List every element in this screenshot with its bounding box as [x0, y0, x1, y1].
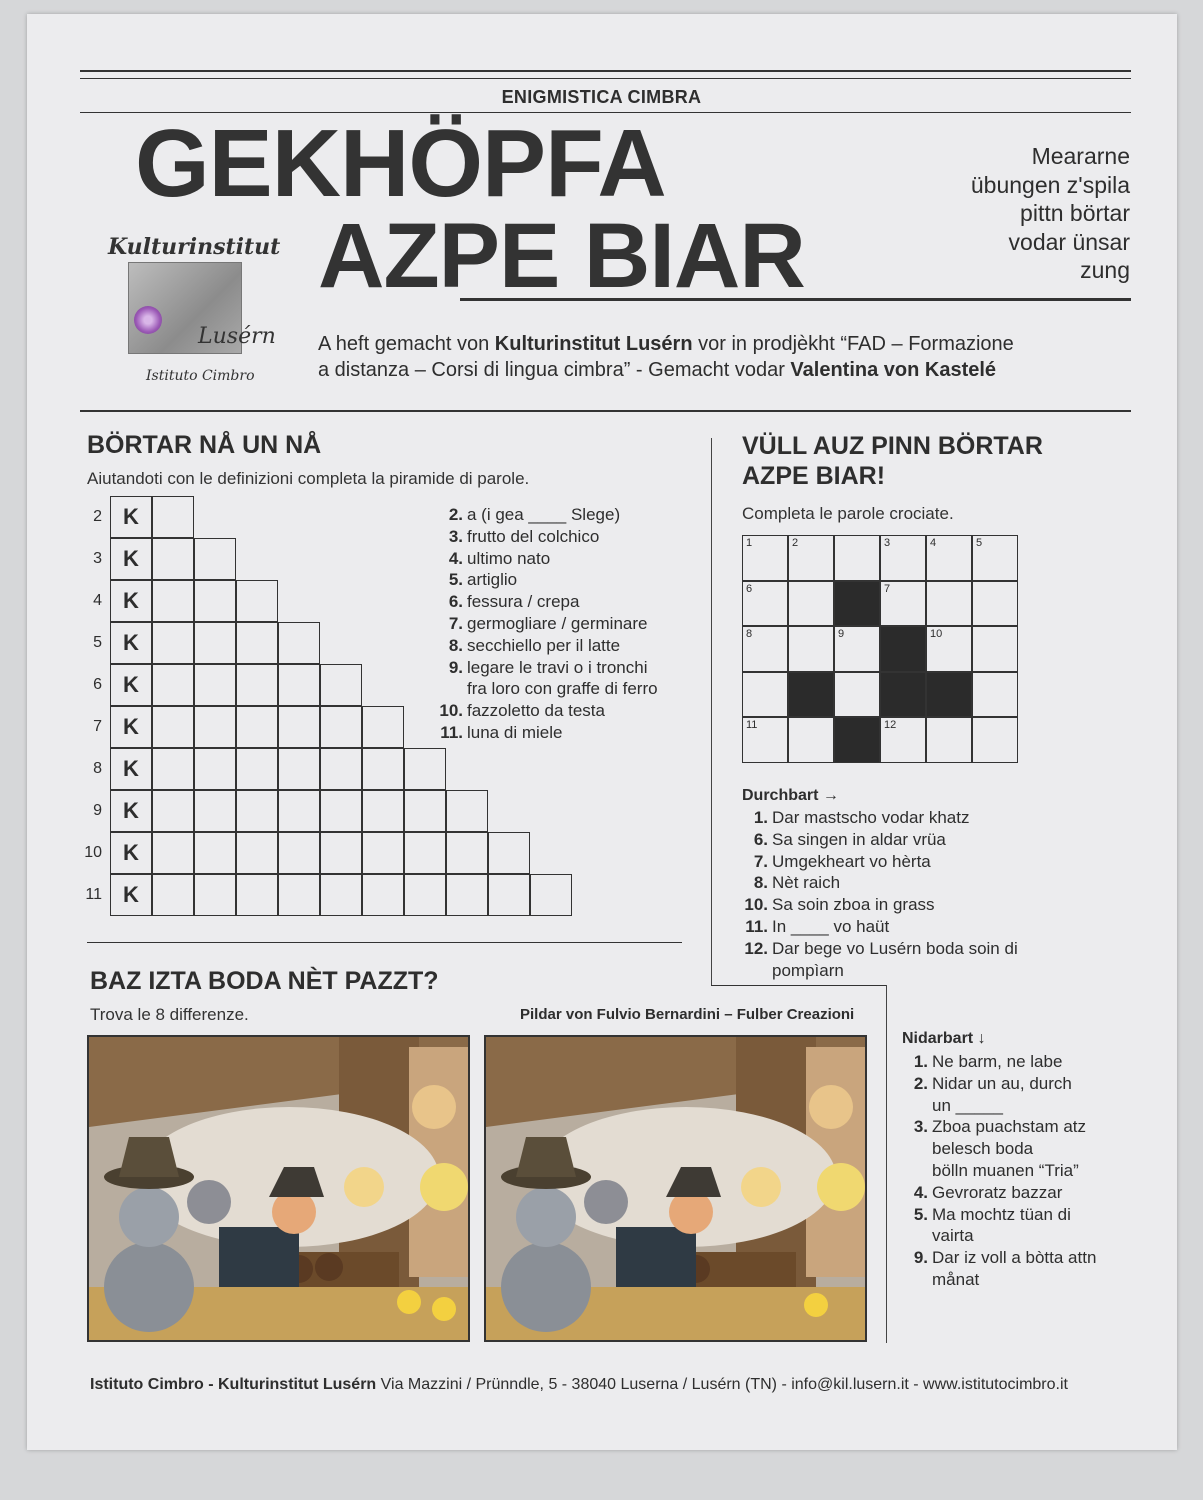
intro-part: A heft gemacht von	[318, 333, 495, 355]
crossword-cell[interactable]	[972, 581, 1018, 627]
differences-instructions: Trova le 8 differenze.	[90, 1005, 249, 1024]
pyramid-cell[interactable]	[362, 748, 404, 790]
pyramid-cell[interactable]	[446, 790, 488, 832]
pyramid-cell[interactable]	[236, 622, 278, 664]
clue-item	[902, 1138, 1096, 1160]
crossword-title	[742, 431, 1043, 491]
clue-item	[437, 722, 658, 744]
clue-item	[902, 1116, 1096, 1138]
clue-item	[902, 1051, 1096, 1073]
cartoon-right-illustration	[486, 1037, 867, 1342]
pyramid-cell[interactable]	[194, 706, 236, 748]
pyramid-start-cell: K	[110, 790, 152, 832]
across-clues	[742, 807, 1018, 981]
pyramid-cell[interactable]	[152, 874, 194, 916]
clue-text: belesch boda	[932, 1139, 1034, 1159]
tagline-line: zung	[1080, 257, 1130, 283]
pyramid-start-cell: K	[110, 832, 152, 874]
pyramid-cell[interactable]	[278, 832, 320, 874]
pyramid-row-number: 9	[93, 802, 102, 819]
pyramid-cell[interactable]	[320, 832, 362, 874]
crossword-cell[interactable]	[742, 672, 788, 718]
footer-contact: Via Mazzini / Prünndle, 5 - 38040 Luserna / Lusérn (TN) - info@kil.lusern.it - www.istitutocimbro.it	[376, 1376, 1068, 1393]
clue-text: Nèt raich	[772, 873, 841, 893]
clue-number: 1.	[753, 808, 768, 827]
crossword-cell-number: 9	[838, 628, 845, 641]
crossword-cell-number: 10	[930, 628, 943, 641]
pyramid-cell[interactable]	[404, 790, 446, 832]
down-title: Nidarbart ↓	[902, 1030, 986, 1047]
clue-item	[902, 1182, 1096, 1204]
pyramid-cell[interactable]	[152, 664, 194, 706]
clue-text: månat	[932, 1269, 980, 1289]
clue-item	[742, 872, 1018, 894]
crossword-cell[interactable]	[788, 581, 834, 627]
title-line-2: AZPE BIAR	[318, 205, 805, 307]
differences-title: BAZ IZTA BODA NÈT PAZZT?	[90, 967, 439, 995]
clue-item	[742, 851, 1018, 873]
crossword-cell[interactable]	[788, 717, 834, 763]
down-clues	[902, 1051, 1096, 1291]
clue-text: fazzoletto da testa	[467, 701, 605, 721]
clue-number: 7.	[753, 851, 768, 871]
crossword-cell[interactable]	[926, 626, 972, 672]
clue-item	[437, 504, 658, 526]
clue-item	[742, 938, 1018, 960]
tagline-line: übungen z'spila	[970, 171, 1130, 198]
clue-number: 12.	[744, 938, 768, 958]
pyramid-cell[interactable]	[278, 748, 320, 790]
clue-item	[437, 613, 658, 635]
pyramid-row-number: 2	[93, 508, 102, 525]
pyramid-cell[interactable]	[152, 748, 194, 790]
pyramid-cell[interactable]	[236, 748, 278, 790]
pyramid-cell[interactable]	[362, 874, 404, 916]
pyramid-cell[interactable]	[320, 748, 362, 790]
pyramid-cell[interactable]	[488, 832, 530, 874]
section-label: ENIGMISTICA CIMBRA	[501, 87, 702, 107]
pyramid-cell[interactable]	[194, 664, 236, 706]
top-rule	[80, 70, 1131, 72]
clue-text: Dar mastscho vodar khatz	[772, 808, 970, 827]
pyramid-start-cell: K	[110, 580, 152, 622]
footer-institute: Istituto Cimbro - Kulturinstitut Lusérn	[90, 1376, 377, 1393]
clue-item	[437, 678, 658, 700]
pyramid-title: BÖRTAR NÅ UN NÅ	[87, 431, 322, 459]
clue-item	[437, 548, 658, 570]
pyramid-cell[interactable]	[236, 580, 278, 622]
pyramid-cell[interactable]	[152, 790, 194, 832]
crossword-title-line: AZPE BIAR!	[742, 462, 886, 490]
clue-text: germogliare / germinare	[467, 613, 648, 633]
section-divider	[87, 942, 682, 943]
pyramid-cell[interactable]	[320, 664, 362, 706]
clue-number: 7.	[448, 613, 463, 633]
clue-text: legare le travi o i tronchi	[467, 657, 648, 677]
pyramid-cell[interactable]	[278, 706, 320, 748]
pyramid-cell[interactable]	[362, 832, 404, 874]
crossword-cell-number: 5	[976, 537, 983, 549]
intro-institute: Kulturinstitut Lusérn	[494, 333, 693, 355]
clue-text: frutto del colchico	[467, 526, 600, 546]
crossword-cell[interactable]	[880, 581, 926, 627]
clue-item	[742, 829, 1018, 851]
clue-text: Dar iz voll a bòtta attn	[932, 1248, 1097, 1268]
pyramid-row-number: 8	[93, 760, 102, 777]
pyramid-instructions: Aiutandoti con le definizioni completa la piramide di parole.	[87, 469, 530, 488]
crossword-cell[interactable]	[742, 581, 788, 627]
clue-item	[902, 1095, 1096, 1117]
pyramid-cell[interactable]	[236, 790, 278, 832]
clue-number: 11.	[745, 916, 768, 936]
clue-number: 3.	[448, 526, 463, 546]
pyramid-row-number: 7	[93, 718, 102, 735]
clue-item	[437, 591, 658, 613]
crossword-cell-number: 7	[884, 582, 891, 595]
pyramid-cell[interactable]	[236, 832, 278, 874]
pyramid-start-cell: K	[110, 538, 152, 580]
column-divider-lower	[886, 985, 887, 1343]
clue-text: a (i gea ____ Slege)	[467, 505, 621, 524]
pyramid-cell[interactable]	[236, 706, 278, 748]
pyramid-row-number: 6	[93, 676, 102, 693]
clue-text: secchiello per il latte	[467, 635, 621, 655]
clue-item	[437, 657, 658, 679]
pyramid-cell[interactable]	[404, 748, 446, 790]
logo-text: Lusérn	[198, 324, 276, 349]
crossword-cell[interactable]	[880, 717, 926, 763]
pyramid-cell[interactable]	[320, 790, 362, 832]
intro-text	[318, 331, 1138, 383]
pyramid-start-cell: K	[110, 748, 152, 790]
clue-number: 6.	[448, 592, 463, 612]
clue-text: In ____ vo haüt	[772, 916, 890, 936]
pyramid-cell[interactable]	[194, 790, 236, 832]
crossword-cell-number: 11	[746, 719, 758, 732]
crossword-black-cell	[788, 672, 834, 718]
intro-author: Valentina von Kastelé	[790, 359, 997, 381]
pyramid-cell[interactable]	[194, 748, 236, 790]
clue-item	[902, 1073, 1096, 1095]
pyramid-cell[interactable]	[446, 832, 488, 874]
crossword-cell-number: 12	[884, 719, 897, 732]
clue-number: 1.	[913, 1052, 928, 1071]
clue-number: 10.	[439, 701, 463, 721]
clue-item	[437, 569, 658, 591]
crossword-cell[interactable]	[972, 626, 1018, 672]
pyramid-cell[interactable]	[488, 874, 530, 916]
clue-text: Ma mochtz tüan di	[932, 1204, 1071, 1224]
clue-number: 2.	[448, 505, 463, 524]
clue-number: 9.	[448, 657, 463, 677]
clue-text: Ne barm, ne labe	[932, 1052, 1063, 1071]
clue-text: Umgekheart vo hèrta	[772, 851, 931, 871]
pyramid-row-number: 4	[93, 592, 102, 609]
crossword-black-cell	[926, 672, 972, 718]
pyramid-clues	[437, 504, 658, 744]
pyramid-start-cell: K	[110, 664, 152, 706]
clue-text: Sa soin zboa in grass	[772, 895, 935, 915]
pyramid-row-number: 5	[93, 634, 102, 651]
crossword-cell[interactable]	[834, 535, 880, 581]
tagline-line: Meararne	[1031, 143, 1130, 169]
flower-icon	[134, 306, 162, 334]
pyramid-cell[interactable]	[278, 874, 320, 916]
pyramid-cell[interactable]	[362, 790, 404, 832]
crossword-cell[interactable]	[926, 535, 972, 581]
pyramid-cell[interactable]	[194, 622, 236, 664]
title-line-1: GEKHÖPFA	[135, 110, 666, 217]
pyramid-cell[interactable]	[152, 622, 194, 664]
crossword-cell[interactable]	[742, 626, 788, 672]
pyramid-cell[interactable]	[236, 874, 278, 916]
pyramid-cell[interactable]	[320, 874, 362, 916]
clue-text: Dar bege vo Lusérn boda soin di	[772, 938, 1018, 958]
pyramid-cell[interactable]	[152, 538, 194, 580]
crossword-cell[interactable]	[788, 626, 834, 672]
tagline-line: vodar ünsar	[1008, 228, 1130, 255]
pyramid-cell[interactable]	[362, 706, 404, 748]
crossword-cell-number: 1	[746, 537, 753, 549]
tagline-line: pittn börtar	[1020, 200, 1130, 226]
logo-text: Kulturinstitut	[108, 234, 281, 260]
pyramid-start-cell: K	[110, 496, 152, 538]
kulturinstitut-logo	[108, 234, 281, 394]
crossword-cell[interactable]	[880, 535, 926, 581]
clue-item	[742, 894, 1018, 916]
crossword-cell-number: 3	[884, 537, 891, 549]
pyramid-cell[interactable]	[152, 832, 194, 874]
clue-number: 5.	[448, 570, 463, 590]
logo-text: Istituto Cimbro	[146, 368, 255, 384]
tagline	[870, 142, 1130, 285]
clue-text: Zboa puachstam atz	[932, 1117, 1087, 1137]
pyramid-cell[interactable]	[278, 790, 320, 832]
clue-text: fessura / crepa	[467, 592, 580, 612]
crossword-cell[interactable]	[926, 581, 972, 627]
crossword-black-cell	[880, 672, 926, 718]
illustration-credit: Pildar von Fulvio Bernardini – Fulber Creazioni	[520, 1006, 855, 1023]
clue-item	[742, 916, 1018, 938]
clue-number: 5.	[913, 1204, 928, 1224]
pyramid-cell[interactable]	[194, 874, 236, 916]
crossword-cell[interactable]	[926, 717, 972, 763]
clue-item	[902, 1204, 1096, 1226]
clue-number: 8.	[753, 873, 768, 893]
pyramid-row-number: 3	[93, 550, 102, 567]
clue-number: 6.	[753, 829, 768, 849]
clue-item	[902, 1269, 1096, 1291]
clue-item	[437, 700, 658, 722]
clue-number: 4.	[913, 1182, 928, 1202]
clue-item	[437, 635, 658, 657]
intro-part: a distanza – Corsi di lingua cimbra” - Gemacht vodar	[318, 359, 791, 381]
clue-item	[742, 807, 1018, 829]
pyramid-cell[interactable]	[320, 706, 362, 748]
column-divider	[711, 438, 712, 986]
clue-number: 10.	[744, 895, 768, 915]
clue-text: pompìarn	[772, 960, 844, 980]
crossword-cell-number: 2	[792, 537, 799, 549]
pyramid-row-number: 11	[85, 886, 102, 903]
clue-number: 9.	[913, 1248, 928, 1268]
crossword-cell[interactable]	[972, 717, 1018, 763]
crossword-cell[interactable]	[788, 535, 834, 581]
clue-text: luna di miele	[467, 722, 563, 742]
footer-address	[90, 1376, 1068, 1394]
clue-number: 11.	[440, 722, 463, 742]
clue-text: ultimo nato	[467, 548, 551, 568]
crossword-cell[interactable]	[972, 672, 1018, 718]
cartoon-right	[484, 1035, 867, 1342]
crossword-cell-number: 6	[746, 582, 753, 595]
crossword-title-line: VÜLL AUZ PINN BÖRTAR	[742, 432, 1043, 460]
pyramid-cell[interactable]	[152, 580, 194, 622]
clue-item	[742, 960, 1018, 982]
pyramid-row-number: 10	[84, 844, 102, 861]
crossword-cell-number: 4	[930, 537, 937, 549]
pyramid-cell[interactable]	[194, 832, 236, 874]
clue-text: bölln muanen “Tria”	[932, 1160, 1079, 1180]
crossword-cell[interactable]	[742, 535, 788, 581]
clue-text: fra loro con graffe di ferro	[467, 679, 658, 699]
pyramid-cell[interactable]	[194, 580, 236, 622]
crossword-cell[interactable]	[972, 535, 1018, 581]
clue-text: Gevroratz bazzar	[932, 1182, 1063, 1202]
pyramid-cell[interactable]	[404, 874, 446, 916]
pyramid-start-cell: K	[110, 874, 152, 916]
clue-number: 2.	[913, 1073, 928, 1093]
across-title: Durchbart →	[742, 787, 839, 804]
clue-number: 3.	[913, 1117, 928, 1137]
clue-text: un _____	[932, 1095, 1003, 1115]
clue-number: 4.	[448, 548, 463, 568]
clue-text: artiglio	[467, 570, 518, 590]
clue-item	[437, 526, 658, 548]
crossword-black-cell	[834, 581, 880, 627]
pyramid-cell[interactable]	[278, 622, 320, 664]
clue-text: Nidar un au, durch	[932, 1073, 1072, 1093]
column-divider-step	[711, 985, 887, 986]
clue-item	[902, 1225, 1096, 1247]
pyramid-cell[interactable]	[530, 874, 572, 916]
crossword-cell[interactable]	[742, 717, 788, 763]
crossword-instructions: Completa le parole crociate.	[742, 504, 954, 523]
crossword-cell[interactable]	[834, 626, 880, 672]
pyramid-cell[interactable]	[446, 874, 488, 916]
pyramid-cell[interactable]	[278, 664, 320, 706]
pyramid-cell[interactable]	[404, 832, 446, 874]
pyramid-cell[interactable]	[194, 538, 236, 580]
pyramid-cell[interactable]	[152, 706, 194, 748]
cartoon-left-illustration	[89, 1037, 470, 1342]
clue-number: 8.	[448, 635, 463, 655]
pyramid-cell[interactable]	[152, 496, 194, 538]
clue-item	[902, 1247, 1096, 1269]
pyramid-start-cell: K	[110, 622, 152, 664]
intro-part: vor in prodjèkht “FAD – Formazione	[692, 333, 1014, 355]
top-rule-thin	[80, 78, 1131, 79]
title-rule	[460, 298, 1131, 301]
pyramid-start-cell: K	[110, 706, 152, 748]
cartoon-left	[87, 1035, 470, 1342]
clue-text: vairta	[932, 1226, 974, 1246]
crossword-black-cell	[834, 717, 880, 763]
crossword-cell[interactable]	[834, 672, 880, 718]
clue-item	[902, 1160, 1096, 1182]
clue-text: Sa singen in aldar vrüa	[772, 829, 946, 849]
pyramid-cell[interactable]	[236, 664, 278, 706]
crossword-black-cell	[880, 626, 926, 672]
header-bottom-rule	[80, 410, 1131, 412]
crossword-cell-number: 8	[746, 628, 753, 641]
